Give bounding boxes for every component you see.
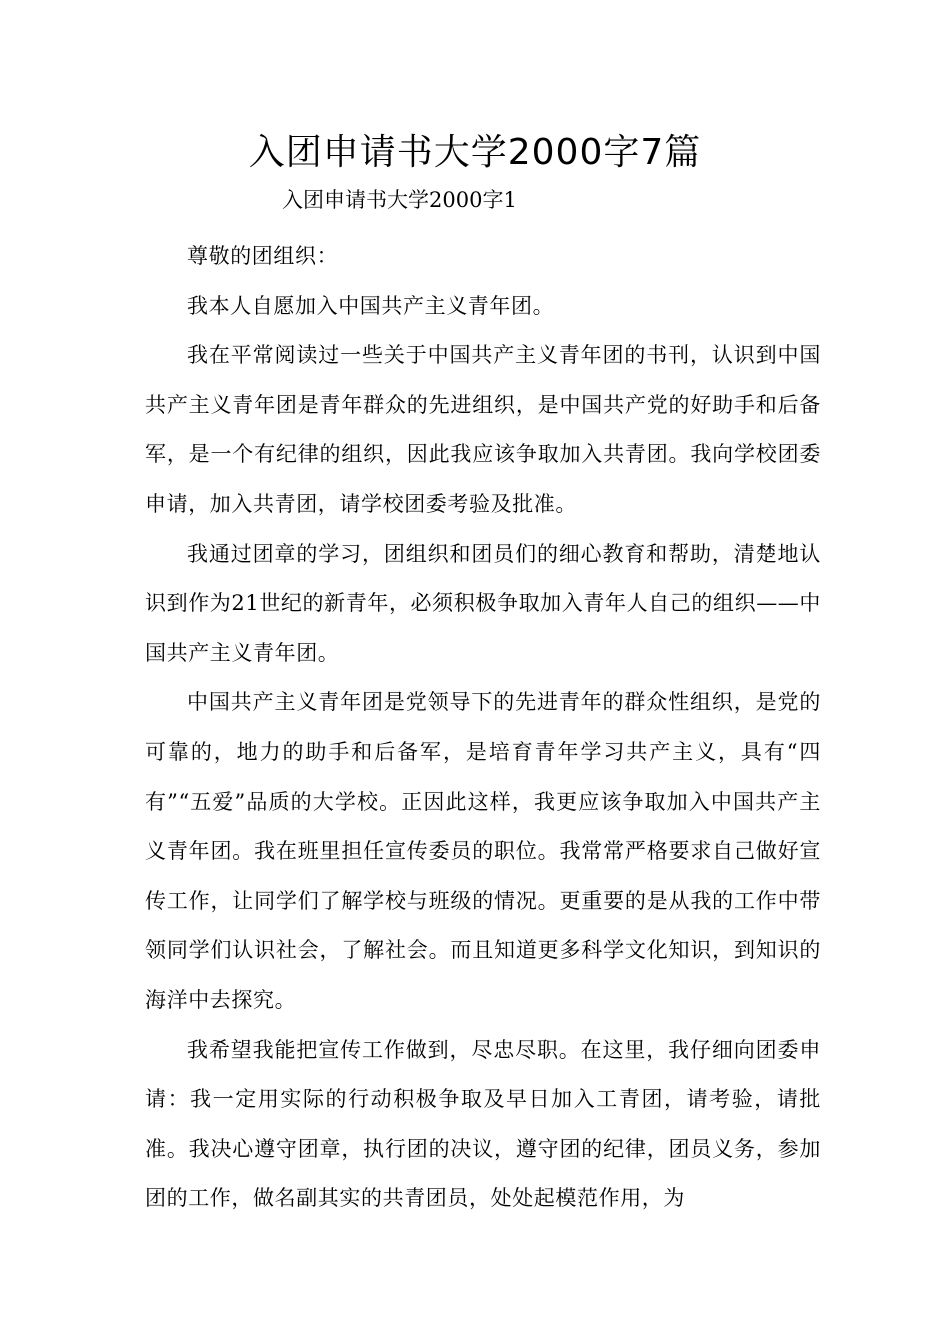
document-body: [145, 232, 821, 1224]
paragraph-1: 我本人自愿加入中国共产主义青年团。: [187, 293, 555, 318]
paragraph-3: 我通过团章的学习，团组织和团员们的细心教育和帮助，清楚地认识到作为21世纪的新青年，必须积极争取加入青年人自己的组织——中国共产主义青年团。: [145, 541, 821, 665]
paragraph-5: 我希望我能把宣传工作做到，尽忠尽职。在这里，我仔细向团委申请：我一定用实际的行动积极争取及早日加入工青团，请考验，请批准。我决心遵守团章，执行团的决议，遵守团的纪律，团员义务，参加团的工作，做名副其实的共青团员，处处起模范作用，为: [145, 1037, 821, 1211]
document-title: 入团申请书大学2000字7篇: [248, 132, 702, 173]
salutation: 尊敬的团组织：: [187, 244, 339, 268]
paragraph-4: 中国共产主义青年团是党领导下的先进青年的群众性组织，是党的可靠的，地力的助手和后备军，是培育青年学习共产主义，具有“四有”“五爱”品质的大学校。正因此这样，我更应该争取加入中国共产主义青年团。我在班里担任宣传委员的职位。我常常严格要求自己做好宣传工作，让同学们了解学校与班级的情况。更重要的是从我的工作中带领同学们认识社会，了解社会。而且知道更多科学文化知识，到知识的海洋中去探究。: [145, 690, 821, 1012]
paragraph-2: 我在平常阅读过一些关于中国共产主义青年团的书刊，认识到中国共产主义青年团是青年群众的先进组织，是中国共产党的好助手和后备军，是一个有纪律的组织，因此我应该争取加入共青团。我向学校团委申请，加入共青团，请学校团委考验及批准。: [145, 343, 821, 516]
document-subtitle: 入团申请书大学2000字1: [282, 188, 517, 212]
